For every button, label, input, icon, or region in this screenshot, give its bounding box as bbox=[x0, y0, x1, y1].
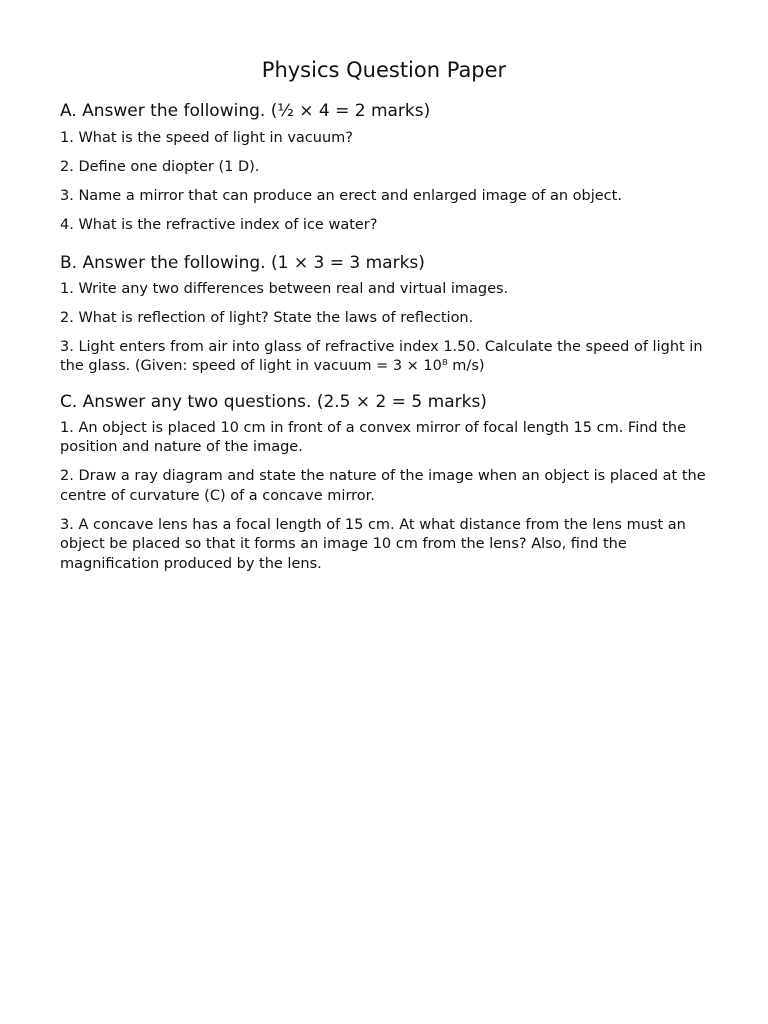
question-c2: 2. Draw a ray diagram and state the nature of the image when an object is placed at the centre of curvature (C) of a concave mirror. bbox=[60, 468, 706, 504]
section-c-heading: C. Answer any two questions. (2.5 × 2 = 5 marks) bbox=[60, 391, 487, 412]
question-c3: 3. A concave lens has a focal length of 15 cm. At what distance from the lens must an object be placed so that it forms an image 10 cm from the lens? Also, find the magnification produced by the lens. bbox=[60, 516, 686, 572]
section-b bbox=[60, 252, 708, 377]
question-b3: 3. Light enters from air into glass of refractive index 1.50. Calculate the speed of light in the glass. (Given: speed of light in vacuum = 3 × 10⁸ m/s) bbox=[60, 338, 703, 374]
page-title: Physics Question Paper bbox=[261, 58, 507, 82]
question-a4: 4. What is the refractive index of ice water? bbox=[60, 217, 378, 233]
section-b-heading: B. Answer the following. (1 × 3 = 3 marks) bbox=[60, 252, 425, 273]
section-a-heading: A. Answer the following. (½ × 4 = 2 marks) bbox=[60, 101, 431, 121]
question-b2: 2. What is reflection of light? State the laws of reflection. bbox=[60, 309, 474, 326]
question-a3: 3. Name a mirror that can produce an erect and enlarged image of an object. bbox=[60, 188, 622, 204]
section-c bbox=[60, 391, 708, 575]
question-a2: 2. Define one diopter (1 D). bbox=[60, 159, 260, 175]
section-a bbox=[60, 100, 708, 236]
question-a1: 1. What is the speed of light in vacuum? bbox=[60, 130, 353, 146]
question-c1: 1. An object is placed 10 cm in front of a convex mirror of focal length 15 cm. Find the position and nature of the image. bbox=[60, 419, 687, 455]
question-b1: 1. Write any two differences between real and virtual images. bbox=[60, 280, 509, 297]
